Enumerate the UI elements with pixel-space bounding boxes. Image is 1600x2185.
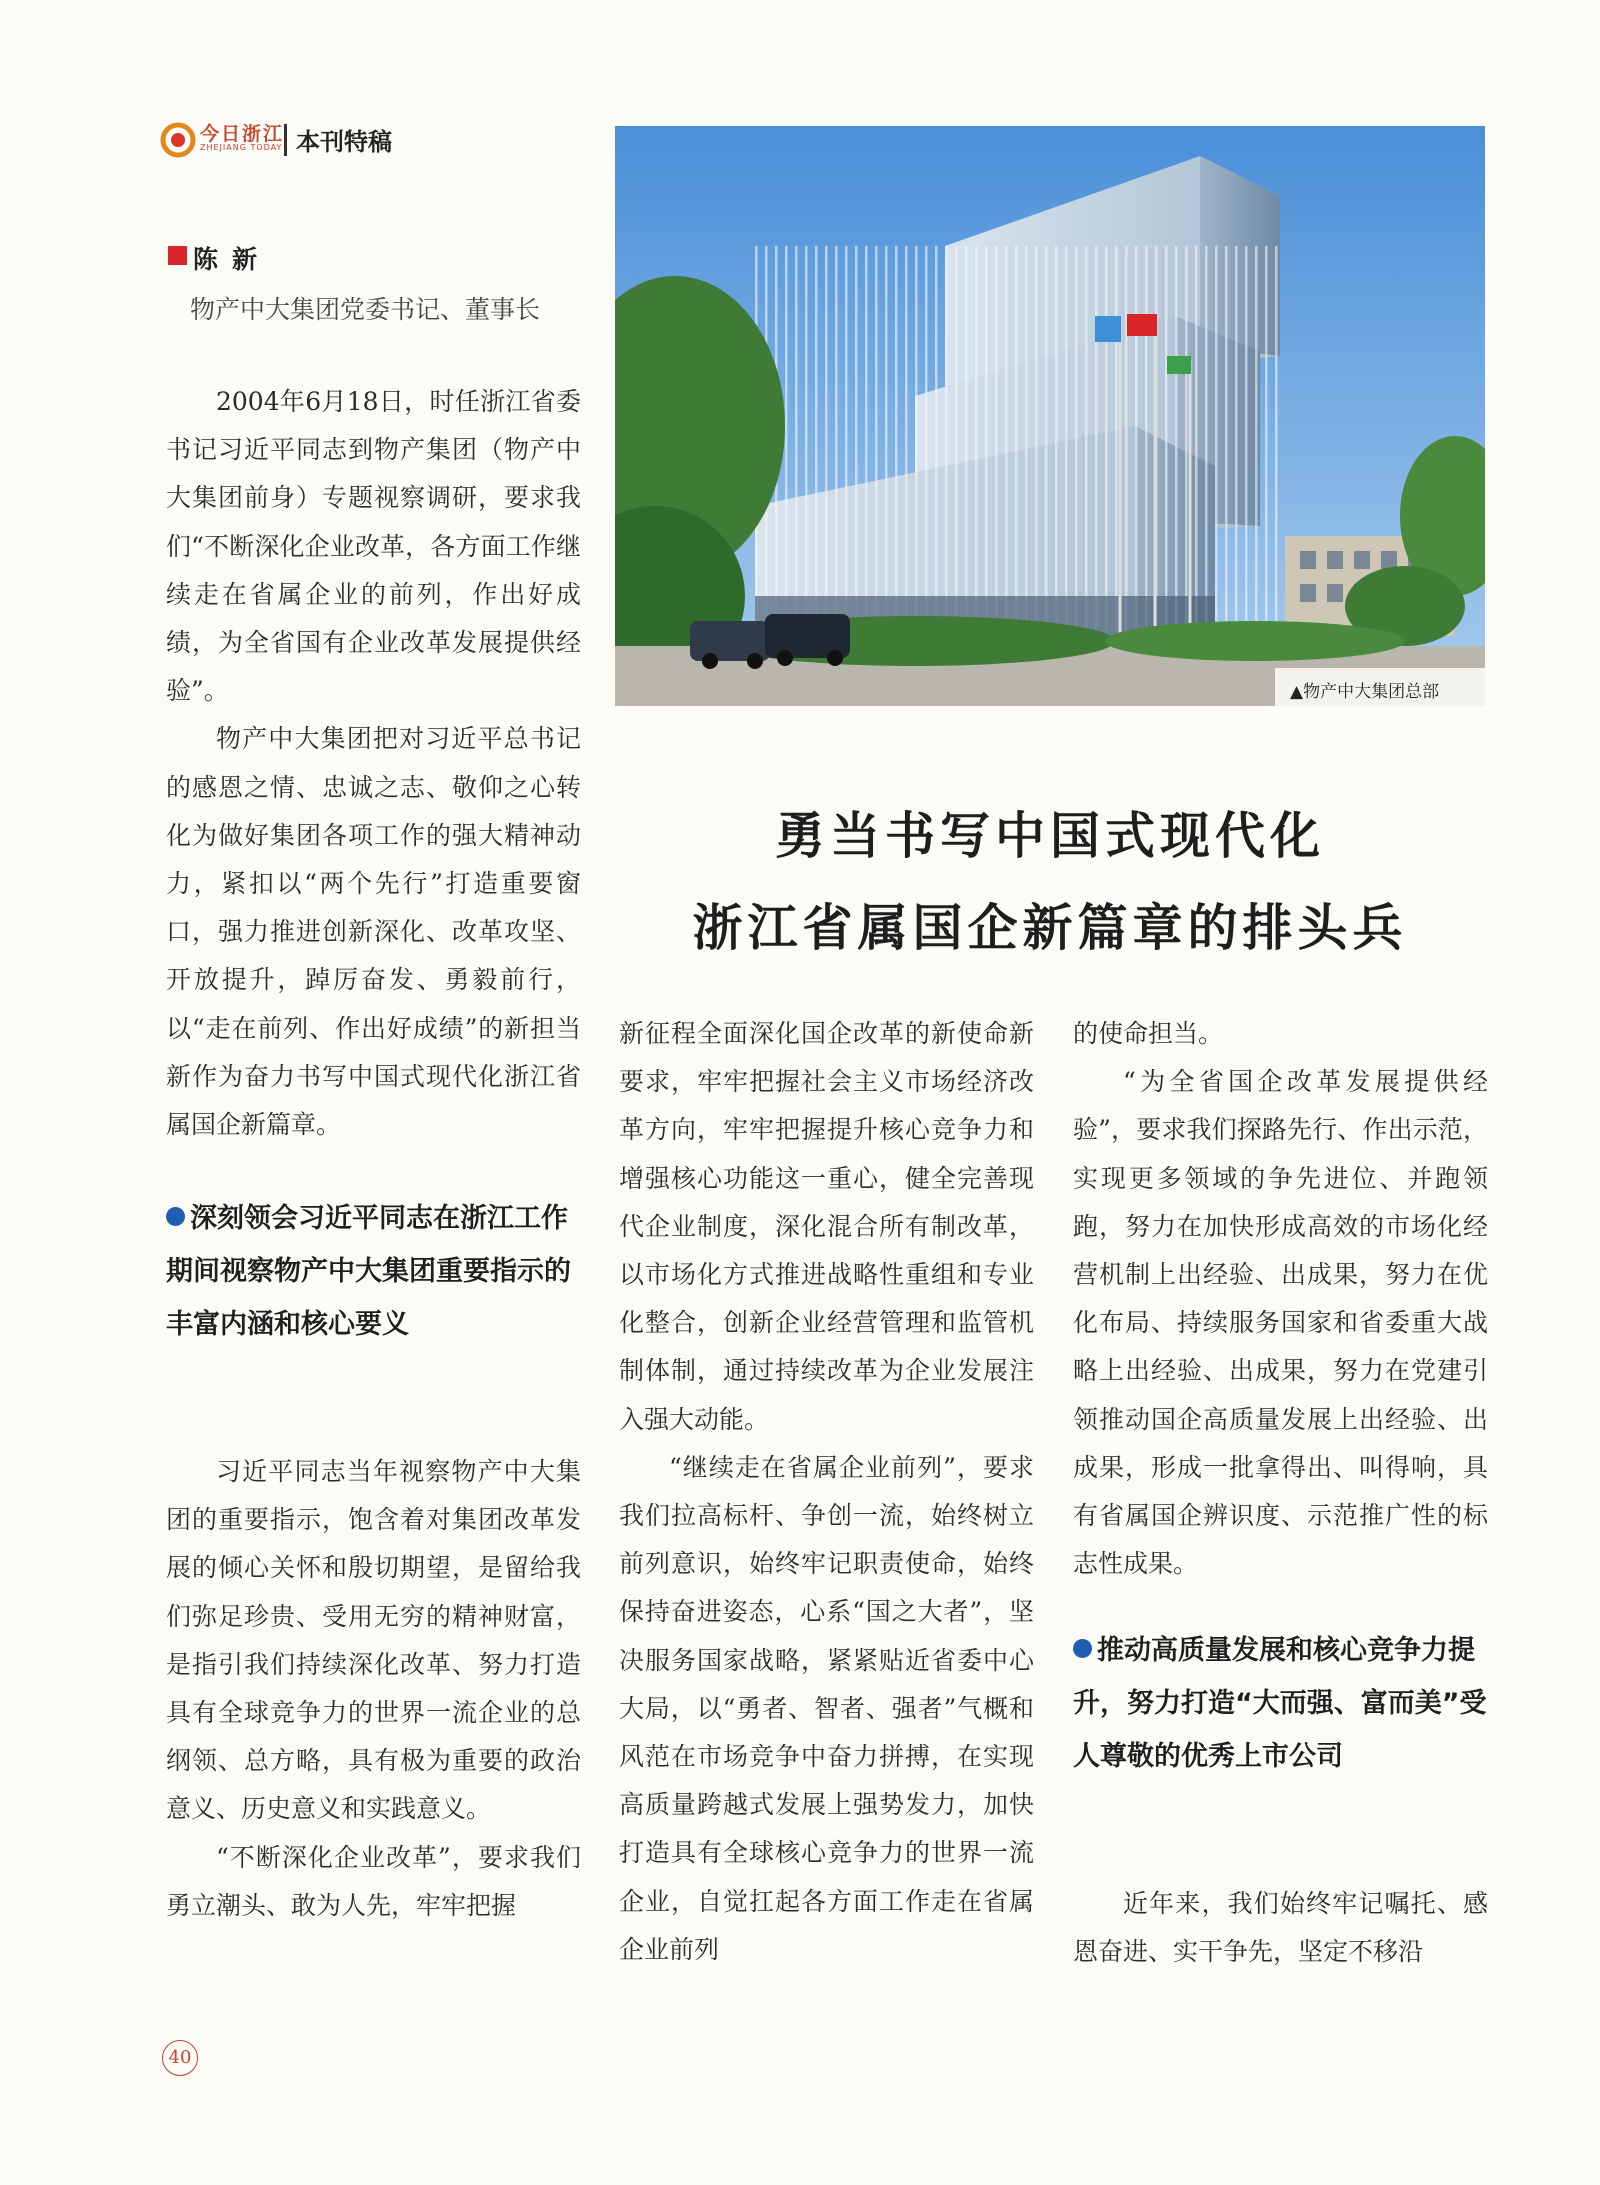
paragraph: “为全省国企改革发展提供经验”，要求我们探路先行、作出示范，实现更多领域的争先进位、并跑领跑，努力在加快形成高效的市场化经营机制上出经验、出成果，努力在优化布局、持续服务国家和省委重大战略上出经验、出成果，努力在党建引领推动国企高质量发展上出经验、出成果，形成一批拿得出、叫得响，具有省属国企辨识度、示范推广性的标志性成果。 xyxy=(1073,1067,1488,1579)
page-number: 40 xyxy=(162,2040,198,2076)
headline-line-1: 勇当书写中国式现代化 xyxy=(775,806,1325,865)
author-marker-icon xyxy=(168,246,187,265)
headline-line-2: 浙江省属国企新篇章的排头兵 xyxy=(692,898,1408,957)
magazine-logo-text: 今日浙江 xyxy=(200,123,285,145)
body-column-middle xyxy=(619,1010,1034,1974)
body-column-right-top xyxy=(1073,1010,1488,1588)
section-heading-1: 深刻领会习近平同志在浙江工作期间视察物产中大集团重要指示的丰富内涵和核心要义 xyxy=(166,1203,571,1340)
photo-caption: ▲物产中大集团总部 xyxy=(1290,682,1440,702)
paragraph: 新征程全面深化国企改革的新使命新要求，牢牢把握社会主义市场经济改革方向，牢牢把握提升核心竞争力和增强核心功能这一重心，健全完善现代企业制度，深化混合所有制改革，以市场化方式推进战略性重组和专业化整合，创新企业经营管理和监管机制体制，通过持续改革为企业发展注入强大动能。 xyxy=(619,1019,1034,1434)
paragraph: “不断深化企业改革”，要求我们勇立潮头、敢为人先，牢牢把握 xyxy=(166,1842,581,1920)
paragraph: “继续走在省属企业前列”，要求我们拉高标杆、争创一流，始终树立前列意识，始终牢记职责使命，始终保持奋进姿态，心系“国之大者”，坚决服务国家战略，紧紧贴近省委中心大局，以“勇者、智者、强者”气概和风范在市场竞争中奋力拼搏，在实现高质量跨越式发展上强势发力，加快打造具有全球核心竞争力的世界一流企业，自觉扛起各方面工作走在省属企业前列 xyxy=(619,1452,1034,1964)
body-column-left-bottom xyxy=(166,1448,581,1930)
bullet-dot-icon xyxy=(1073,1639,1092,1658)
bullet-dot-icon xyxy=(166,1207,185,1226)
paragraph: 的使命担当。 xyxy=(1073,1019,1224,1048)
logo-icon xyxy=(160,122,196,158)
body-column-left-top xyxy=(166,378,581,1149)
paragraph: 习近平同志当年视察物产中大集团的重要指示，饱含着对集团改革发展的倾心关怀和殷切期望，是留给我们弥足珍贵、受用无穷的精神财富，是指引我们持续深化改革、努力打造具有全球竞争力的世界一流企业的总纲领、总方略，具有极为重要的政治意义、历史意义和实践意义。 xyxy=(166,1457,581,1824)
paragraph: 近年来，我们始终牢记嘱托、感恩奋进、实干争先，坚定不移沿 xyxy=(1073,1889,1488,1967)
author-title: 物产中大集团党委书记、董事长 xyxy=(190,295,541,324)
header-divider xyxy=(284,124,287,156)
headquarters-photo xyxy=(615,126,1485,706)
column-name: 本刊特稿 xyxy=(296,128,392,156)
paragraph: 2004年6月18日，时任浙江省委书记习近平同志到物产集团（物产中大集团前身）专题视察调研，要求我们“不断深化企业改革，各方面工作继续走在省属企业的前列，作出好成绩，为全省国有企业改革发展提供经验”。 xyxy=(166,387,581,706)
author-name: 陈新 xyxy=(193,245,272,274)
paragraph: 物产中大集团把对习近平总书记的感恩之情、忠诚之志、敬仰之心转化为做好集团各项工作的强大精神动力，紧扣以“两个先行”打造重要窗口，强力推进创新深化、改革攻坚、开放提升，踔厉奋发、勇毅前行，以“走在前列、作出好成绩”的新担当新作为奋力书写中国式现代化浙江省属国企新篇章。 xyxy=(166,724,581,1140)
body-column-right-bottom xyxy=(1073,1880,1488,1976)
magazine-logo-subtitle: ZHEJIANG TODAY xyxy=(200,143,283,152)
section-heading-2: 推动高质量发展和核心竞争力提升，努力打造“大而强、富而美”受人尊敬的优秀上市公司 xyxy=(1073,1635,1487,1772)
